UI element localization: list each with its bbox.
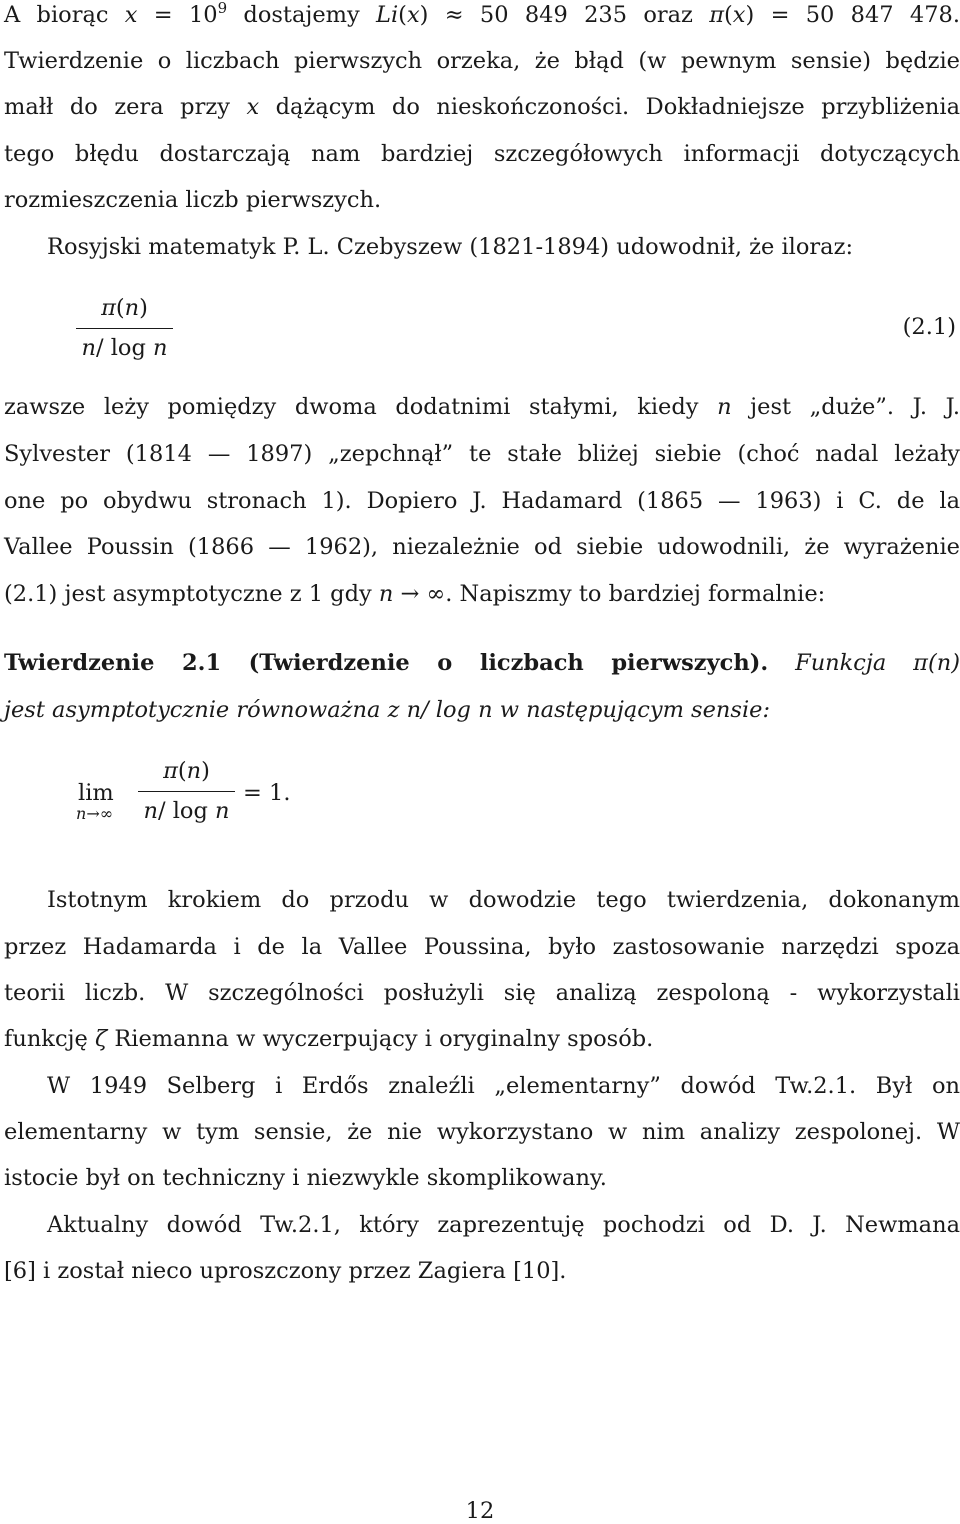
p1-line-6: Rosyjski matematyk P. L. Czebyszew (1821-1894) udowodnił, że iloraz: bbox=[47, 234, 854, 260]
p1-line-3: małł do zera przy x dążącym do nieskończoności. Dokładniejsze przybliżenia bbox=[4, 94, 960, 120]
theorem-line-2: jest asymptotycznie równoważna z n/ log n w następującym sensie: bbox=[4, 697, 771, 723]
limit-result: = 1. bbox=[243, 780, 291, 806]
p1-line-2: Twierdzenie o liczbach pierwszych orzeka, że błąd (w pewnym sensie) będzie bbox=[4, 48, 960, 74]
theorem-line-1: Twierdzenie 2.1 (Twierdzenie o liczbach pierwszych). Funkcja π(n) bbox=[4, 650, 960, 676]
theorem-title: Twierdzenie 2.1 (Twierdzenie o liczbach pierwszych). bbox=[4, 650, 769, 676]
limit-operator: lim bbox=[78, 780, 114, 806]
p2-line-5: (2.1) jest asymptotyczne z 1 gdy n → ∞. Napiszmy to bardziej formalnie: bbox=[4, 581, 826, 607]
p4-line-3: istocie był on techniczny i niezwykle skomplikowany. bbox=[4, 1165, 607, 1191]
equation-number: (2.1) bbox=[902, 314, 956, 340]
p3-line-3: teorii liczb. W szczególności posłużyli się analizą zespoloną - wykorzystali bbox=[4, 980, 960, 1006]
equation-2-1-fraction bbox=[76, 297, 173, 359]
page-number: 12 bbox=[465, 1498, 495, 1524]
p5-line-1: Aktualny dowód Tw.2.1, który zaprezentuję pochodzi od D. J. Newmana bbox=[47, 1212, 960, 1238]
p1-line-4: tego błędu dostarczają nam bardziej szczegółowych informacji dotyczących bbox=[4, 141, 960, 167]
p3-line-2: przez Hadamarda i de la Vallee Poussina, było zastosowanie narzędzi spoza bbox=[4, 934, 960, 960]
limit-numerator: π(n) bbox=[163, 758, 210, 784]
limit-subscript: n→∞ bbox=[76, 804, 114, 823]
p1-line-5: rozmieszczenia liczb pierwszych. bbox=[4, 187, 382, 213]
p5-line-2: [6] i został nieco uproszczony przez Zagiera [10]. bbox=[4, 1258, 567, 1284]
p4-line-1: W 1949 Selberg i Erdős znaleźli „elementarny” dowód Tw.2.1. Był on bbox=[47, 1073, 960, 1099]
p3-line-4: funkcję ζ Riemanna w wyczerpujący i oryginalny sposób. bbox=[4, 1026, 654, 1052]
p2-line-4: Vallee Poussin (1866 — 1962), niezależnie od siebie udowodnili, że wyrażenie bbox=[4, 534, 960, 560]
limit-denominator: n/ log n bbox=[143, 797, 230, 824]
p2-line-1: zawsze leży pomiędzy dwoma dodatnimi stałymi, kiedy n jest „duże”. J. J. bbox=[4, 394, 960, 420]
equation-2-1-numerator: π(n) bbox=[101, 295, 148, 321]
limit-fraction bbox=[138, 760, 235, 822]
p4-line-2: elementarny w tym sensie, że nie wykorzystano w nim analizy zespolonej. W bbox=[4, 1119, 960, 1145]
p1-line-1: A biorąc $x = 10^9$ dostajemy Li(x) ≈ 50 849 235 oraz π(x) = 50 847 478. bbox=[4, 0, 960, 28]
p3-line-1: Istotnym krokiem do przodu w dowodzie tego twierdzenia, dokonanym bbox=[47, 887, 960, 913]
equation-2-1-denominator: n/ log n bbox=[81, 334, 168, 361]
p2-line-3: one po obydwu stronach 1). Dopiero J. Hadamard (1865 — 1963) i C. de la bbox=[4, 488, 960, 514]
p2-line-2: Sylvester (1814 — 1897) „zepchnął” te stałe bliżej siebie (choć nadal leżały bbox=[4, 441, 960, 467]
